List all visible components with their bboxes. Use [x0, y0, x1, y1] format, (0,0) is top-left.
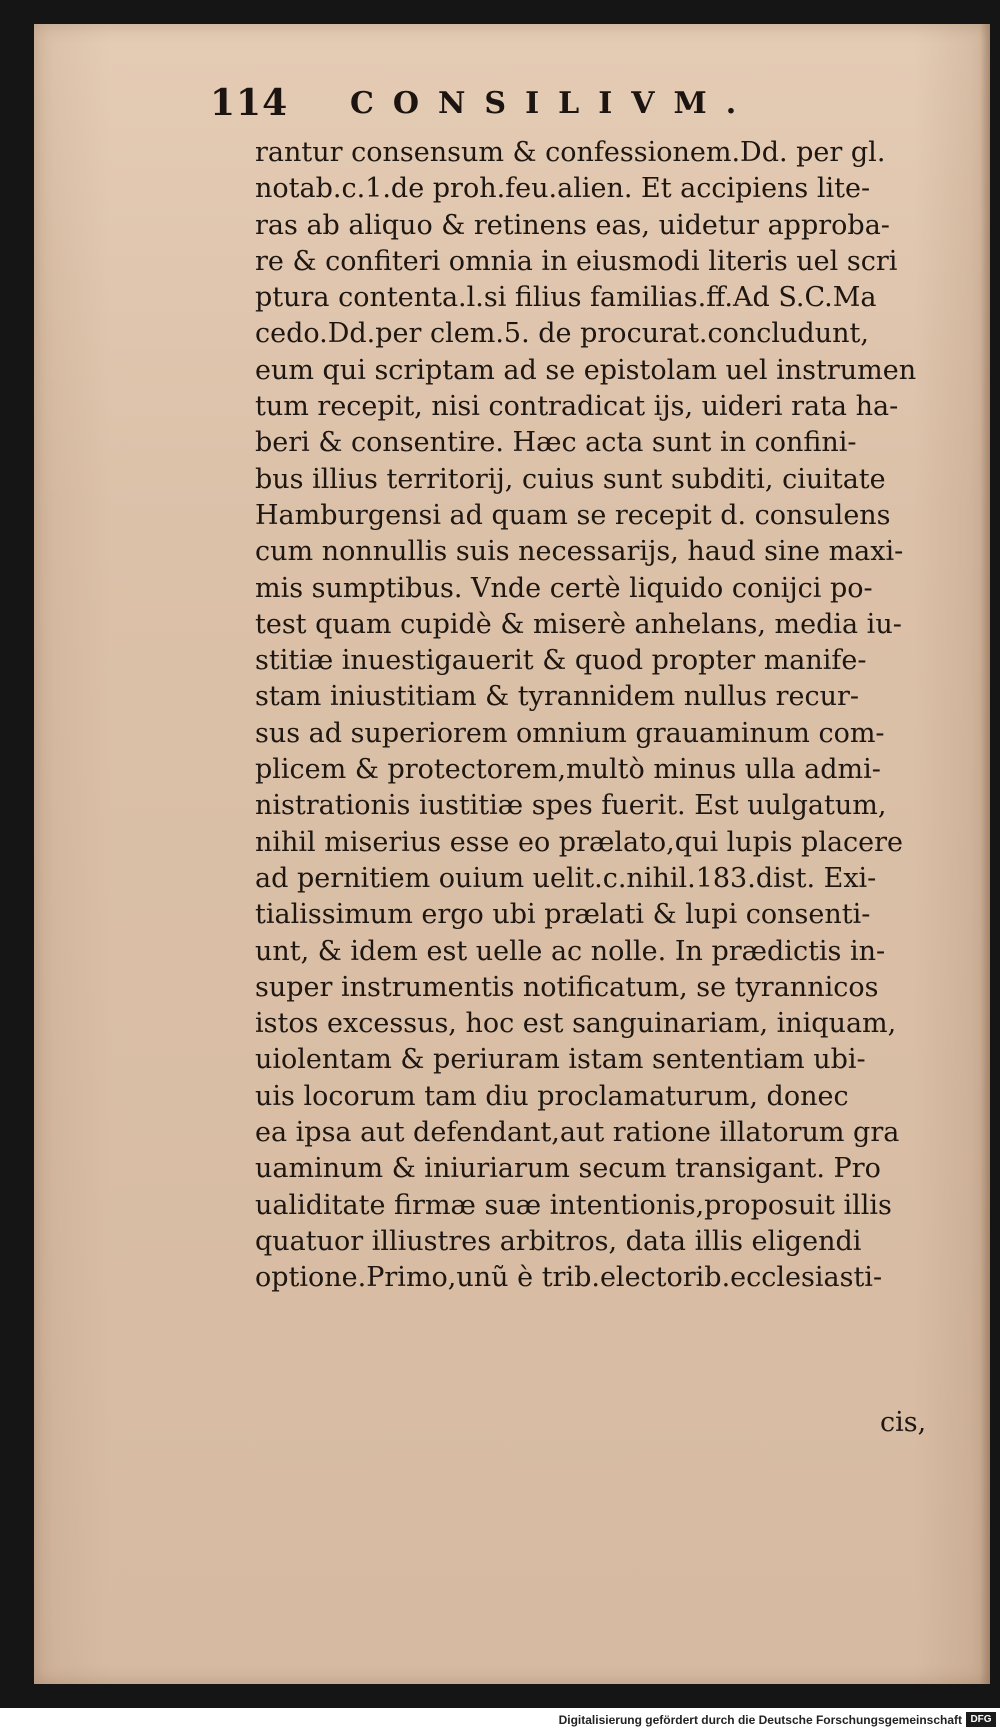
- text-line: nihil miserius esse eo prælato,qui lupis placere: [255, 826, 904, 858]
- text-line: nistrationis iustitiæ spes fuerit. Est uulgatum,: [255, 790, 887, 822]
- text-line: tum recepit, nisi contradicat ijs, uideri rata ha-: [255, 391, 899, 423]
- text-line: ptura contenta.l.si filius familias.ff.Ad S.C.Ma: [255, 282, 877, 314]
- text-line: ea ipsa aut defendant,aut ratione illatorum gra: [255, 1117, 900, 1149]
- footer-bar: [0, 1708, 1000, 1734]
- page-number: 114: [210, 82, 289, 124]
- text-line: sus ad superiorem omnium grauaminum com-: [255, 717, 885, 749]
- text-line: bus illius territorij, cuius sunt subditi, ciuitate: [255, 463, 886, 495]
- text-line: eum qui scriptam ad se epistolam uel instrumen: [255, 354, 917, 386]
- text-line: Hamburgensi ad quam se recepit d. consulens: [255, 499, 891, 531]
- text-line: mis sumptibus. Vnde certè liquido conijci po-: [255, 572, 873, 604]
- text-line: notab.c.1.de proh.feu.alien. Et accipiens lite-: [255, 173, 871, 205]
- running-head: CONSILIVM.: [350, 86, 756, 121]
- text-line: cum nonnullis suis necessarijs, haud sine maxi-: [255, 536, 904, 568]
- text-line: stitiæ inuestigauerit & quod propter manife-: [255, 645, 867, 677]
- text-line: unt, & idem est uelle ac nolle. In prædictis in-: [255, 935, 886, 967]
- text-line: cedo.Dd.per clem.5. de procurat.concludunt,: [255, 318, 869, 350]
- text-line: plicem & protectorem,multò minus ulla admi-: [255, 754, 881, 786]
- text-line: super instrumentis notificatum, se tyrannicos: [255, 971, 879, 1003]
- text-line: uiolentam & periuram istam sententiam ubi-: [255, 1044, 866, 1076]
- text-line: ad pernitiem ouium uelit.c.nihil.183.dist. Exi-: [255, 862, 877, 894]
- catchword: cis,: [880, 1407, 927, 1438]
- page-edge-shadow: [980, 24, 990, 1684]
- text-line: re & confiteri omnia in eiusmodi literis uel scri: [255, 245, 898, 277]
- text-line: stam iniustitiam & tyrannidem nullus recur-: [255, 681, 860, 713]
- text-line: beri & consentire. Hæc acta sunt in confini-: [255, 427, 857, 459]
- text-line: uaminum & iniuriarum secum transigant. Pro: [255, 1153, 881, 1185]
- body-text: [255, 135, 955, 1297]
- text-line: ras ab aliquo & retinens eas, uidetur approba-: [255, 209, 890, 241]
- text-line: uis locorum tam diu proclamaturum, donec: [255, 1080, 849, 1112]
- text-line: ualiditate firmæ suæ intentionis,proposuit illis: [255, 1189, 892, 1221]
- text-line: quatuor illiustres arbitros, data illis eligendi: [255, 1225, 862, 1257]
- dfg-logo: DFG: [966, 1712, 996, 1727]
- digitization-credit: Digitalisierung gefördert durch die Deutsche Forschungsgemeinschaft: [558, 1713, 962, 1727]
- text-line: tialissimum ergo ubi prælati & lupi consenti-: [255, 899, 871, 931]
- text-line: test quam cupidè & miserè anhelans, media iu-: [255, 608, 902, 640]
- text-line: istos excessus, hoc est sanguinariam, iniquam,: [255, 1008, 897, 1040]
- text-line: rantur consensum & confessionem.Dd. per gl.: [255, 137, 886, 168]
- text-line: optione.Primo,unũ è trib.electorib.ecclesiasti-: [255, 1262, 883, 1294]
- page-header: [210, 76, 850, 136]
